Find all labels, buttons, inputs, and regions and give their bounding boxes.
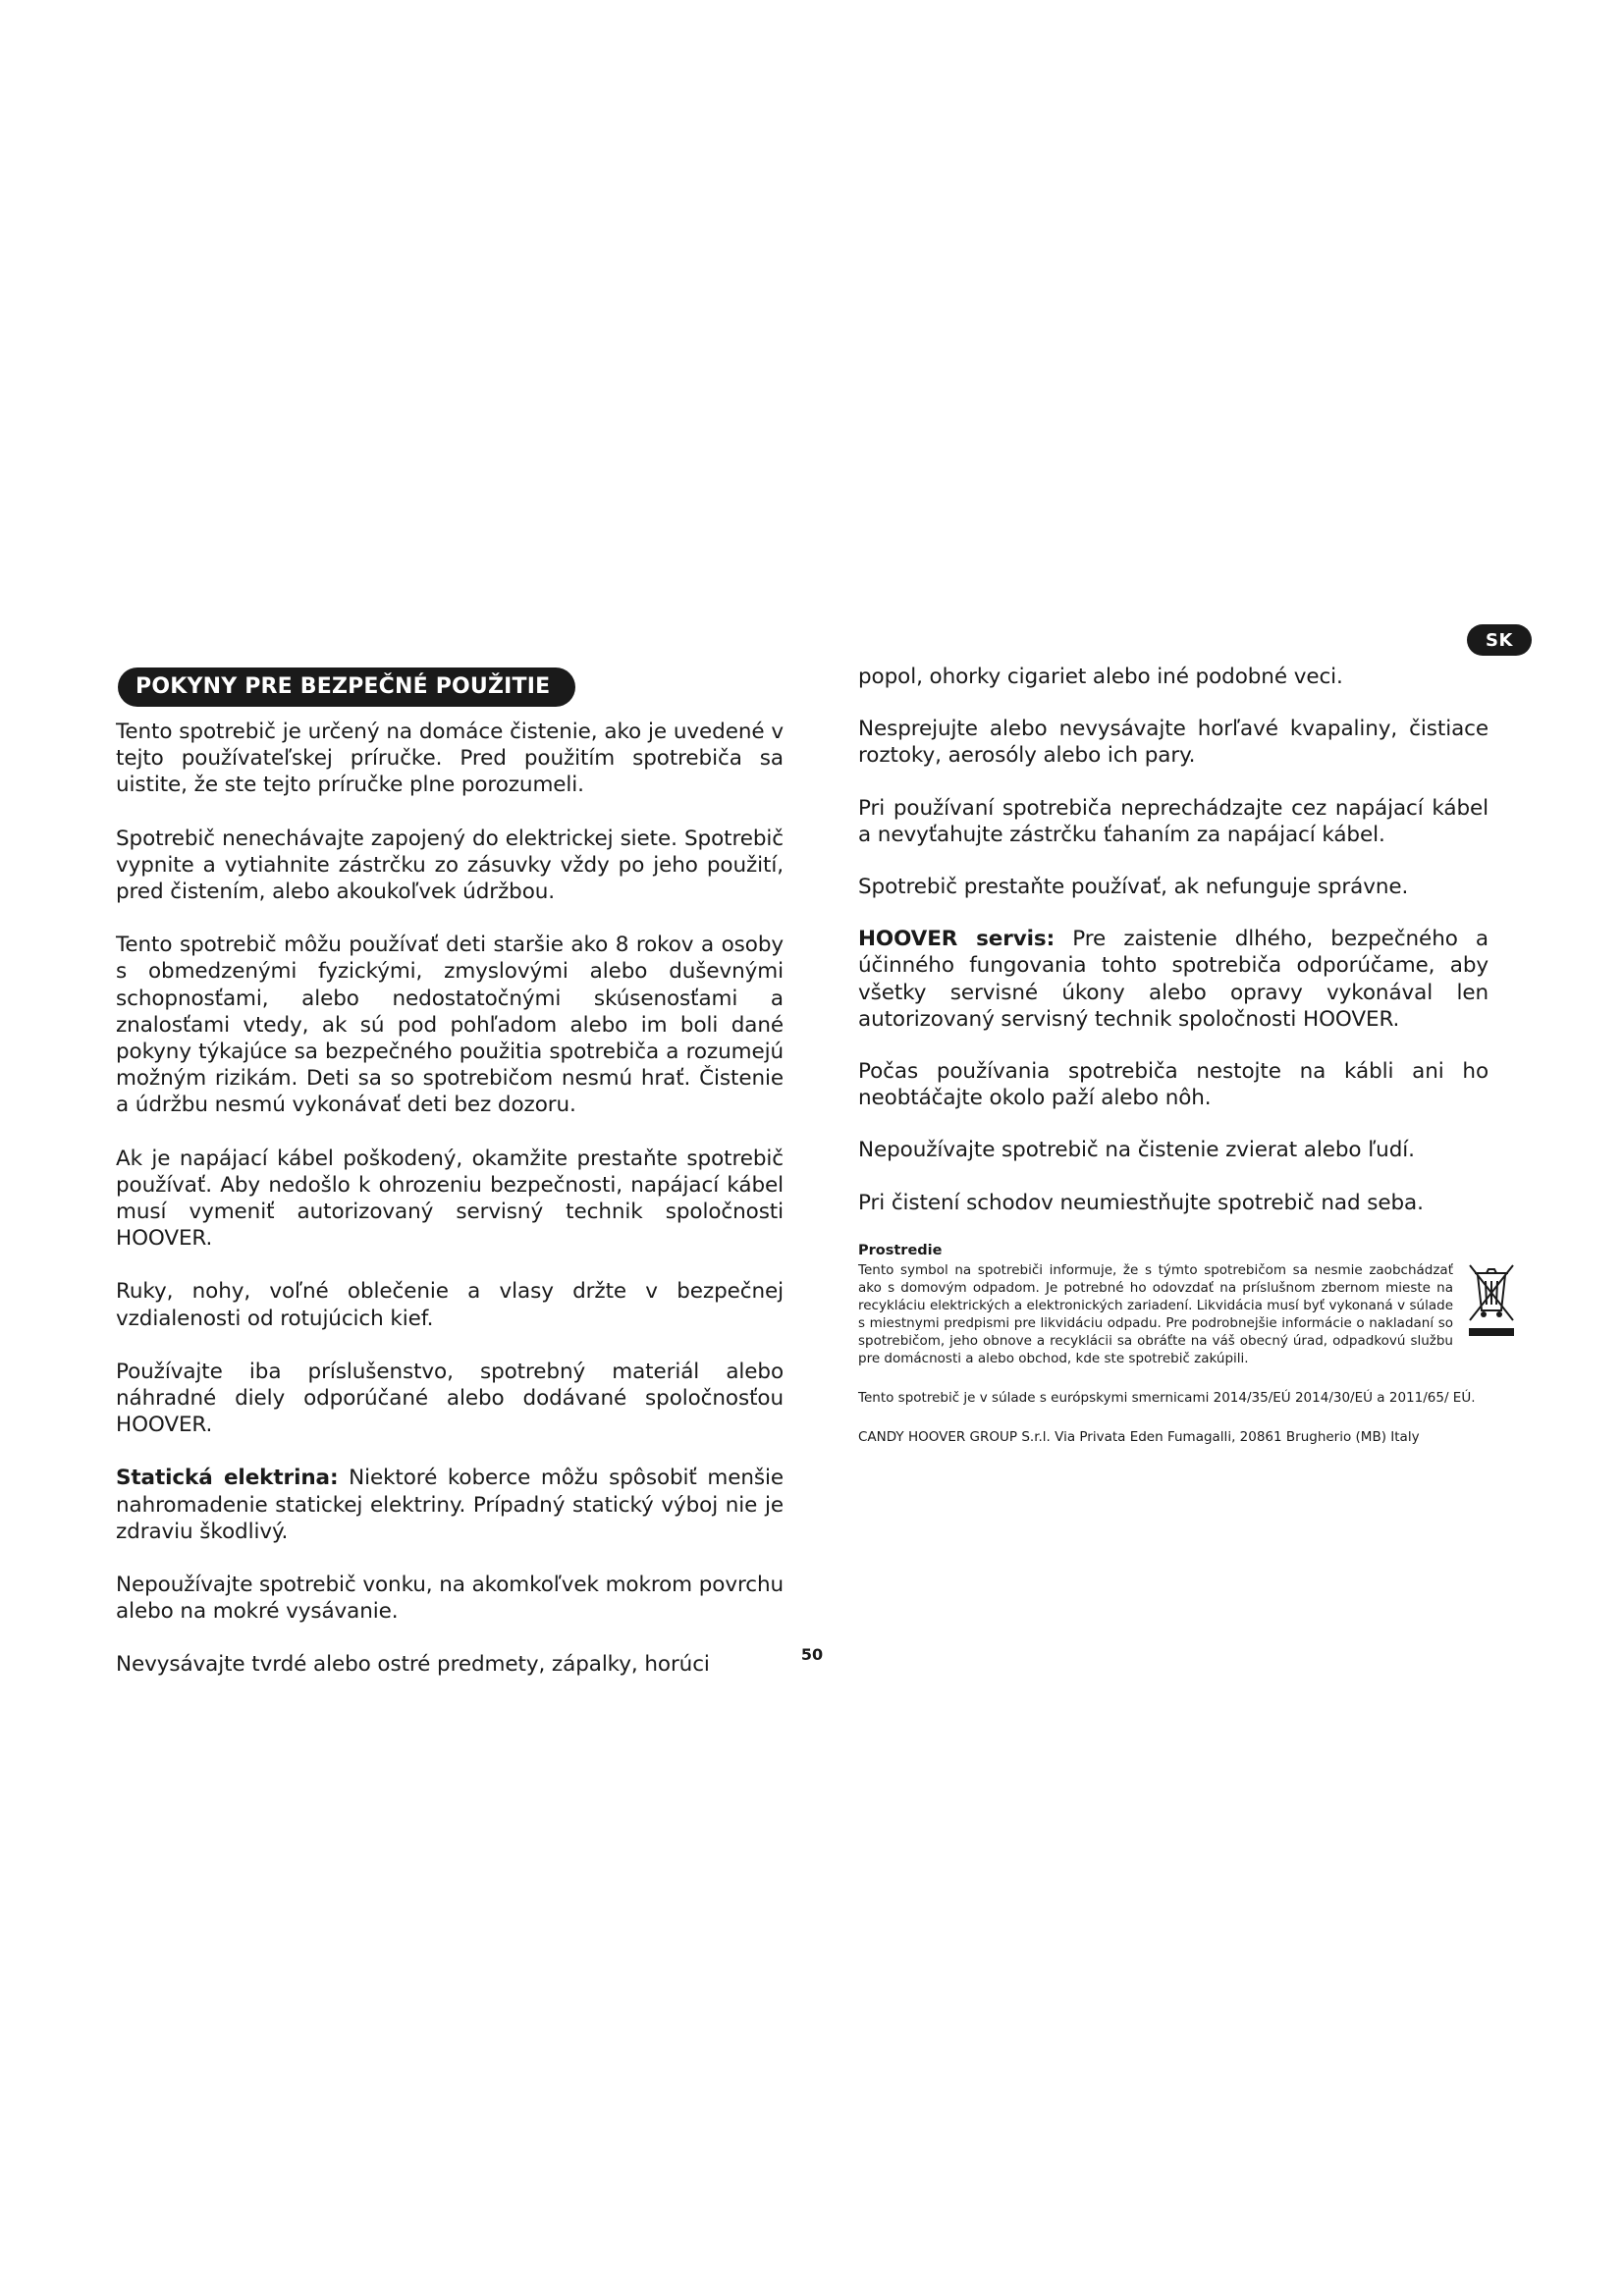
paragraph-accessories: Používajte iba príslušenstvo, spotrebný materiál alebo náhradné diely odporúčané alebo dodávané spoločnosťou HOOVER. — [116, 1359, 784, 1438]
paragraph-hard-objects: Nevysávajte tvrdé alebo ostré predmety, zápalky, horúci — [116, 1652, 710, 1678]
service-lead: HOOVER servis: — [858, 927, 1056, 952]
environment-text: Tento symbol na spotrebiči informuje, že s týmto spotrebičom sa nesmie zaobchádzať ako s domovým odpadom. Je potrebné ho odovzdať na príslušnom zbernom mieste na recykláciu elektrických a elektronických zariadení. Likvidácia musí byť vykonaná v súlade s miestnymi predpismi pre likvidáciu odpadu. Pre podrobnejšie informácie o nakladaní so spotrebičom, jeho obnove a recyklácii sa obráťte na váš obecný úrad, odpadkovú službu pre domácnosti a alebo obchod, kde ste spotrebič zakúpili. — [858, 1261, 1453, 1366]
environment-section — [858, 1242, 1489, 1367]
static-lead: Statická elektrina: — [116, 1466, 339, 1491]
paragraph-static — [116, 1465, 784, 1545]
company-address: CANDY HOOVER GROUP S.r.l. Via Privata Eden Fumagalli, 20861 Brugherio (MB) Italy — [858, 1428, 1420, 1445]
right-column — [858, 664, 1489, 1446]
static-text: Niektoré koberce môžu spôsobiť menšie nahromadenie statickej elektriny. Prípadný statický výboj nie je zdraviu škodlivý. — [116, 1466, 784, 1544]
paragraph-outdoor: Nepoužívajte spotrebič vonku, na akomkoľvek mokrom povrchu alebo na mokré vysávanie. — [116, 1573, 784, 1625]
paragraph-unplug: Spotrebič nenechávajte zapojený do elektrickej siete. Spotrebič vypnite a vytiahnite zástrčku zo zásuvky vždy po jeho použití, pred čistením, alebo akoukoľvek údržbou. — [116, 826, 784, 905]
paragraph-brushes: Ruky, nohy, voľné oblečenie a vlasy držte v bezpečnej vzdialenosti od rotujúcich kief. — [116, 1279, 784, 1331]
paragraph-animals: Nepoužívajte spotrebič na čistenie zvierat alebo ľudí. — [858, 1138, 1415, 1163]
paragraph-intended-use: Tento spotrebič je určený na domáce čistenie, ako je uvedené v tejto používateľskej príručke. Pred použitím spotrebiča sa uistite, že ste tejto príručke plne porozumeli. — [116, 720, 784, 798]
paragraph-damaged-cable: Ak je napájací kábel poškodený, okamžite prestaňte spotrebič používať. Aby nedošlo k ohrozeniu bezpečnosti, napájací kábel musí vymeniť autorizovaný servisný technik spoločnosti HOOVER. — [116, 1146, 784, 1252]
paragraph-children: Tento spotrebič môžu používať deti staršie ako 8 rokov a osoby s obmedzenými fyzickými, zmyslovými alebo duševnými schopnosťami, alebo nedostatočnými skúsenosťami a znalosťami vtedy, ak sú pod pohľadom alebo im boli dané pokyny týkajúce sa bezpečného použitia spotrebiča a rozumejú možným rizikám. Deti sa so spotrebičom nesmú hrať. Čistenie a údržbu nesmú vykonávať deti bez dozoru. — [116, 933, 784, 1118]
paragraph-flammable: Nesprejujte alebo nevysávajte horľavé kvapaliny, čistiace roztoky, aerosóly alebo ich pary. — [858, 717, 1489, 769]
paragraph-ash: popol, ohorky cigariet alebo iné podobné veci. — [858, 665, 1343, 689]
paragraph-service — [858, 926, 1489, 1033]
language-badge: SK — [1467, 624, 1532, 656]
left-column — [116, 667, 784, 1705]
environment-heading: Prostredie — [858, 1242, 943, 1258]
paragraph-cable-wrap: Počas používania spotrebiča nestojte na kábli ani ho neobtáčajte okolo paží alebo nôh. — [858, 1059, 1489, 1111]
service-text: Pre zaistenie dlhého, bezpečného a účinného fungovania tohto spotrebiča odporúčame, aby všetky servisné úkony alebo opravy vykonával len autorizovaný servisný technik spoločnosti HOOVER. — [858, 927, 1489, 1032]
paragraph-cable-walk: Pri používaní spotrebiča neprechádzajte cez napájací kábel a nevyťahujte zástrčku ťahaním za napájací kábel. — [858, 795, 1489, 847]
section-heading: POKYNY PRE BEZPEČNÉ POUŽITIE — [118, 667, 575, 707]
paragraph-malfunction: Spotrebič prestaňte používať, ak nefunguje správne. — [858, 875, 1409, 900]
compliance-text: Tento spotrebič je v súlade s európskymi smernicami 2014/35/EÚ 2014/30/EÚ a 2011/65/ EÚ. — [858, 1389, 1476, 1406]
page-number: 50 — [800, 1645, 824, 1664]
paragraph-stairs: Pri čistení schodov neumiestňujte spotrebič nad seba. — [858, 1190, 1424, 1215]
crossed-out-bin-icon — [1467, 1263, 1516, 1344]
